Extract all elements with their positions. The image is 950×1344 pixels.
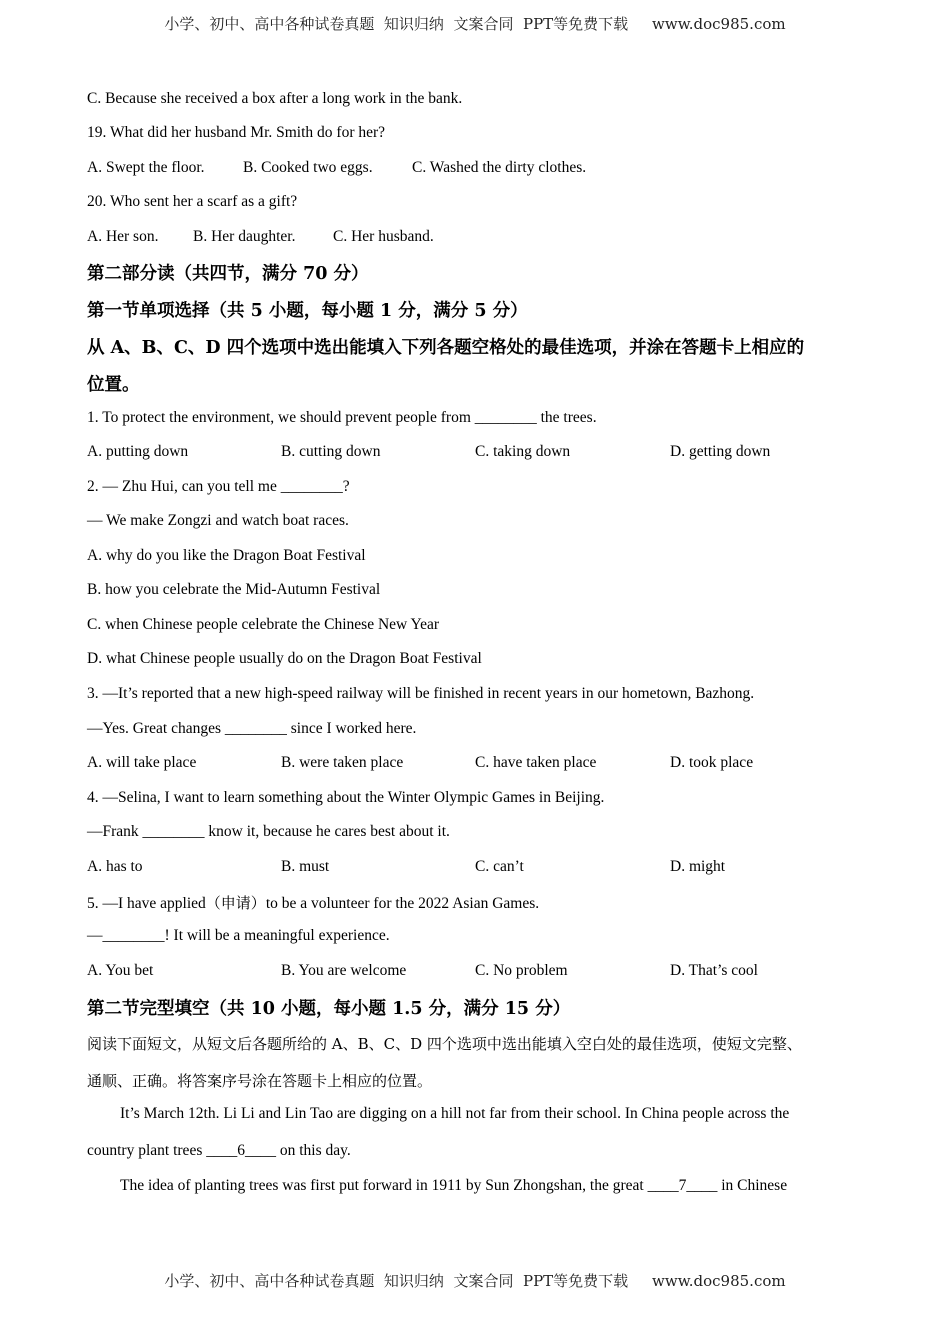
q18-option-c: C. Because she received a box after a long work in the bank. [87, 90, 463, 107]
para1-line2-pre: country plant trees [87, 1142, 207, 1159]
q5-stem-line1 [87, 892, 539, 913]
q1-option-c: C. taking down [475, 443, 571, 460]
q2-option-d: D. what Chinese people usually do on the Dragon Boat Festival [87, 650, 482, 667]
section1-title: 第一节单项选择（共 5 小题，每小题 1 分，满分 5 分） [87, 301, 528, 321]
q1-option-a: A. putting down [87, 443, 189, 460]
q3-option-d: D. took place [670, 754, 754, 771]
q1-stem: 1. To protect the environment, we should prevent people from ________ the trees. [87, 409, 597, 426]
page-footer-banner: 小学、初中、高中各种试卷真题 知识归纳 文案合同 PPT等免费下载 www.doc985.com [164, 1272, 786, 1290]
q2-option-c: C. when Chinese people celebrate the Chinese New Year [87, 616, 440, 633]
q5-option-b: B. You are welcome [281, 962, 407, 979]
q3-stem-line1: 3. —It’s reported that a new high-speed railway will be finished in recent years in our hometown, Bazhong. [87, 685, 755, 702]
q1-option-b: B. cutting down [281, 443, 381, 460]
q4-option-b: B. must [281, 858, 330, 875]
section2-title: 第二节完型填空（共 10 小题，每小题 1.5 分，满分 15 分） [87, 999, 571, 1019]
q2-option-b: B. how you celebrate the Mid-Autumn Festival [87, 581, 381, 598]
section1-instruction-line2: 位置。 [87, 375, 140, 395]
page-header-banner: 小学、初中、高中各种试卷真题 知识归纳 文案合同 PPT等免费下载 www.doc985.com [164, 15, 786, 33]
q19-option-c: C. Washed the dirty clothes. [412, 159, 587, 176]
q19-option-a: A. Swept the floor. [87, 159, 205, 176]
q4-option-a: A. has to [87, 858, 143, 875]
q4-stem-line2: —Frank ________ know it, because he cares best about it. [87, 823, 450, 840]
q5-stem-cn-note: （申请） [205, 894, 266, 912]
q4-option-d: D. might [670, 858, 726, 875]
section2-instruction-line2: 通顺、正确。将答案序号涂在答题卡上相应的位置。 [87, 1072, 433, 1090]
q5-stem-line2: —________! It will be a meaningful experience. [87, 927, 390, 944]
section1-instruction-line1: 从 A、B、C、D 四个选项中选出能填入下列各题空格处的最佳选项，并涂在答题卡上相应的 [87, 338, 805, 358]
q20-stem: 20. Who sent her a scarf as a gift? [87, 193, 298, 210]
blank-7: ____7____ [647, 1177, 718, 1194]
q5-stem-post: to be a volunteer for the 2022 Asian Games. [265, 895, 540, 912]
q3-stem-line2: —Yes. Great changes ________ since I worked here. [87, 720, 417, 737]
q3-option-a: A. will take place [87, 754, 197, 771]
q3-option-c: C. have taken place [475, 754, 597, 771]
q19-stem: 19. What did her husband Mr. Smith do for her? [87, 124, 386, 141]
q4-option-c: C. can’t [475, 858, 524, 875]
passage-para1-line1: It’s March 12th. Li Li and Lin Tao are digging on a hill not far from their school. In China people across the [120, 1105, 790, 1122]
para2-line1-post: in Chinese [717, 1177, 788, 1194]
q5-stem-pre: 5. —I have applied [87, 895, 206, 912]
para1-line2-post: on this day. [275, 1142, 351, 1159]
q20-option-c: C. Her husband. [333, 228, 434, 245]
blank-6: ____6____ [206, 1142, 276, 1159]
q5-option-d: D. That’s cool [670, 962, 758, 979]
q1-option-d: D. getting down [670, 443, 771, 460]
q2-stem-line1: 2. — Zhu Hui, can you tell me ________? [87, 478, 350, 495]
q20-option-b: B. Her daughter. [193, 228, 296, 245]
para2-line1-pre: The idea of planting trees was first put forward in 1911 by Sun Zhongshan, the great [120, 1177, 648, 1194]
part2-title: 第二部分读（共四节，满分 70 分） [87, 264, 369, 284]
q20-option-a: A. Her son. [87, 228, 159, 245]
section2-instruction-line1: 阅读下面短文，从短文后各题所给的 A、B、C、D 四个选项中选出能填入空白处的最佳选项，使短文完整、 [87, 1035, 802, 1053]
passage-para2-line1 [120, 1177, 787, 1195]
q4-stem-line1: 4. —Selina, I want to learn something about the Winter Olympic Games in Beijing. [87, 789, 605, 806]
q19-option-b: B. Cooked two eggs. [243, 159, 373, 176]
passage-para1-line2 [87, 1142, 351, 1160]
q2-stem-line2: — We make Zongzi and watch boat races. [87, 512, 349, 529]
q5-option-a: A. You bet [87, 962, 154, 979]
q3-option-b: B. were taken place [281, 754, 404, 771]
q5-option-c: C. No problem [475, 962, 568, 979]
q2-option-a: A. why do you like the Dragon Boat Festival [87, 547, 366, 564]
